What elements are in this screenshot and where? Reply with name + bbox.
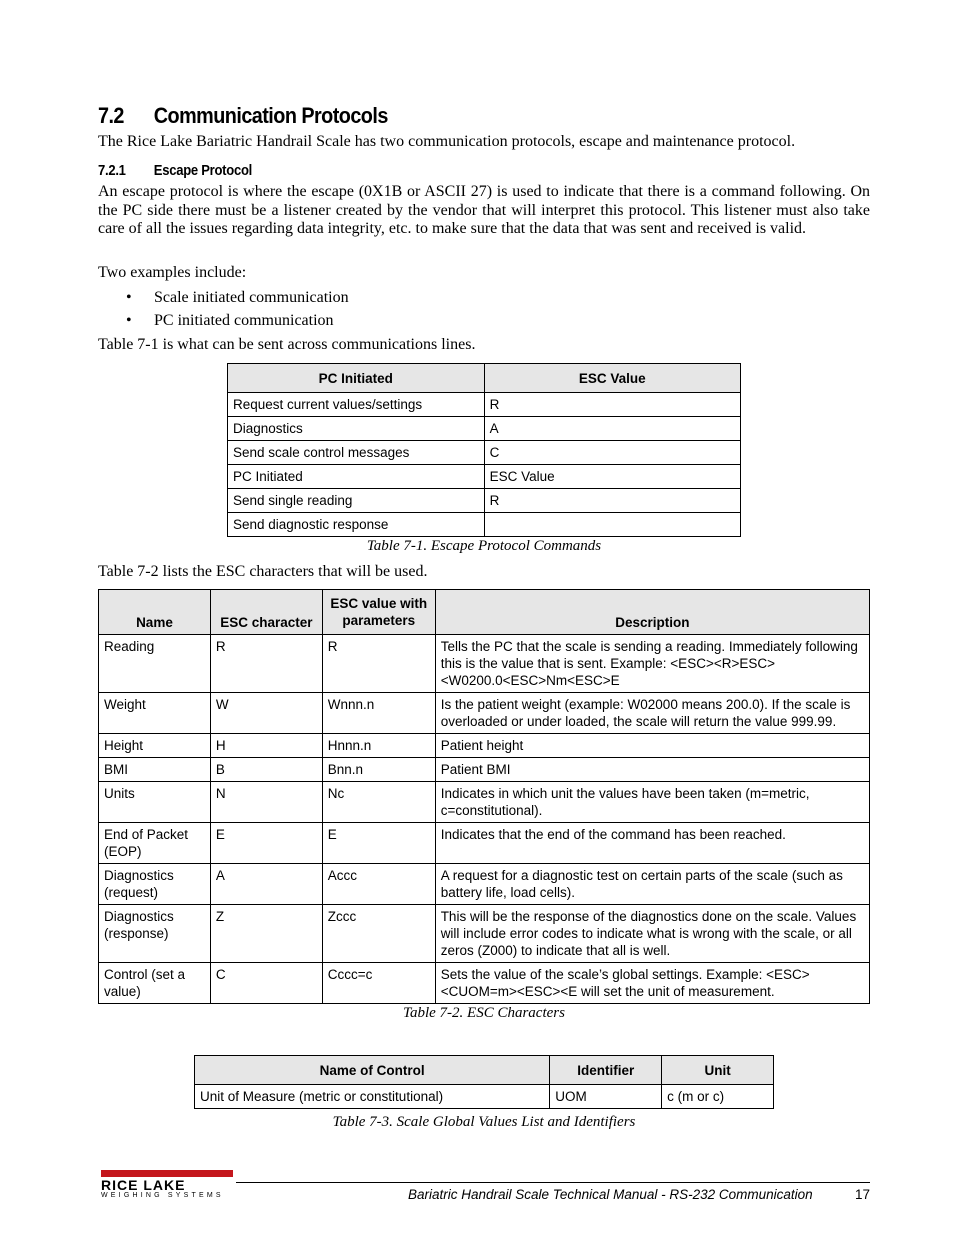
global-values-table bbox=[194, 1055, 774, 1109]
table-cell: Height bbox=[99, 734, 211, 758]
table-cell: Diagnostics (response) bbox=[99, 905, 211, 963]
column-header: ESC Value bbox=[484, 364, 740, 393]
section-number: 7.2 bbox=[98, 103, 124, 128]
table-cell: Units bbox=[99, 782, 211, 823]
table-cell: Weight bbox=[99, 693, 211, 734]
table-header-row bbox=[195, 1056, 774, 1085]
examples-intro: Two examples include: bbox=[98, 264, 247, 281]
table-row bbox=[228, 393, 741, 417]
subsection-title: Escape Protocol bbox=[153, 163, 253, 179]
table-cell: R bbox=[322, 635, 435, 693]
footer-rule bbox=[236, 1182, 870, 1183]
table-cell: Indicates in which unit the values have been taken (m=metric, c=constitutional). bbox=[435, 782, 869, 823]
table-cell: PC Initiated bbox=[228, 465, 485, 489]
escape-protocol-commands-table bbox=[227, 363, 741, 537]
table-cell: Sets the value of the scale’s global settings. Example: <ESC><CUOM=m><ESC><E will set the unit of measurement. bbox=[435, 963, 869, 1004]
table-cell: Bnn.n bbox=[322, 758, 435, 782]
table-cell: B bbox=[210, 758, 322, 782]
table-row bbox=[99, 734, 870, 758]
table-cell: ESC Value bbox=[484, 465, 740, 489]
esc-characters-table bbox=[98, 589, 870, 1004]
table-cell: R bbox=[484, 393, 740, 417]
table-cell: Control (set a value) bbox=[99, 963, 211, 1004]
column-header: Unit bbox=[662, 1056, 774, 1085]
table-row bbox=[99, 963, 870, 1004]
escape-protocol-paragraph: An escape protocol is where the escape (0X1B or ASCII 27) is used to indicate that there is a command following. On the PC side there must be a listener created by the vendor that will interpret this protocol. This listener must also take care of all the issues regarding data integrity, etc. to make sure that the data that was sent and received is valid. bbox=[98, 183, 870, 237]
table-cell bbox=[484, 513, 740, 537]
table-row bbox=[99, 864, 870, 905]
table-cell: Patient BMI bbox=[435, 758, 869, 782]
table-cell: N bbox=[210, 782, 322, 823]
table-cell: End of Packet (EOP) bbox=[99, 823, 211, 864]
table-cell: Is the patient weight (example: W02000 means 200.0). If the scale is overloaded or under loaded, the scale will return the value 999.99. bbox=[435, 693, 869, 734]
table-cell: Send scale control messages bbox=[228, 441, 485, 465]
table-cell: Send single reading bbox=[228, 489, 485, 513]
bullet-item bbox=[126, 289, 349, 307]
subsection-heading bbox=[98, 163, 252, 179]
table-row bbox=[228, 441, 741, 465]
table-cell: Diagnostics bbox=[228, 417, 485, 441]
logo-bar bbox=[101, 1170, 233, 1177]
table-row bbox=[99, 782, 870, 823]
table-cell: Z bbox=[210, 905, 322, 963]
intro-paragraph: The Rice Lake Bariatric Handrail Scale has two communication protocols, escape and maintenance protocol. bbox=[98, 133, 796, 150]
table-row bbox=[99, 905, 870, 963]
table-cell: Cccc=c bbox=[322, 963, 435, 1004]
table-cell: Hnnn.n bbox=[322, 734, 435, 758]
table-cell: Zccc bbox=[322, 905, 435, 963]
table-cell: BMI bbox=[99, 758, 211, 782]
table1-caption: Table 7-1. Escape Protocol Commands bbox=[366, 538, 602, 554]
bullet-item bbox=[126, 312, 334, 330]
table-cell: W bbox=[210, 693, 322, 734]
column-header: Identifier bbox=[550, 1056, 662, 1085]
column-header: ESC value with parameters bbox=[322, 590, 435, 635]
subsection-number: 7.2.1 bbox=[98, 163, 126, 179]
table-row bbox=[99, 693, 870, 734]
table-cell: c (m or c) bbox=[662, 1085, 774, 1109]
table-cell: R bbox=[210, 635, 322, 693]
table-cell: A request for a diagnostic test on certain parts of the scale (such as battery life, load cells). bbox=[435, 864, 869, 905]
table-row bbox=[99, 823, 870, 864]
table1-intro: Table 7-1 is what can be sent across communications lines. bbox=[98, 336, 476, 353]
table-cell: Request current values/settings bbox=[228, 393, 485, 417]
table-cell: UOM bbox=[550, 1085, 662, 1109]
table-cell: H bbox=[210, 734, 322, 758]
table-cell: R bbox=[484, 489, 740, 513]
table-cell: Tells the PC that the scale is sending a reading. Immediately following this is the value that is sent. Example: <ESC><R>ESC><W0200.0<ESC>Nm<ESC>E bbox=[435, 635, 869, 693]
table-cell: Patient height bbox=[435, 734, 869, 758]
table-cell: A bbox=[210, 864, 322, 905]
logo-subtitle: WEIGHING SYSTEMS bbox=[101, 1192, 224, 1199]
column-header: Name bbox=[99, 590, 211, 635]
bullet-glyph: • bbox=[126, 312, 132, 329]
bullet-text: Scale initiated communication bbox=[154, 289, 349, 306]
table-row bbox=[99, 635, 870, 693]
table-row bbox=[99, 758, 870, 782]
table-cell: Send diagnostic response bbox=[228, 513, 485, 537]
bullet-glyph: • bbox=[126, 289, 132, 306]
section-heading bbox=[98, 103, 388, 129]
table-row bbox=[228, 489, 741, 513]
bullet-text: PC initiated communication bbox=[154, 312, 334, 329]
section-title: Communication Protocols bbox=[153, 103, 388, 128]
table2-caption: Table 7-2. ESC Characters bbox=[403, 1005, 565, 1021]
table-cell: C bbox=[484, 441, 740, 465]
table-cell: C bbox=[210, 963, 322, 1004]
table-row bbox=[228, 465, 741, 489]
table-cell: Unit of Measure (metric or constitutional) bbox=[195, 1085, 550, 1109]
table-cell: Accc bbox=[322, 864, 435, 905]
column-header: Description bbox=[435, 590, 869, 635]
logo-name: RICE LAKE bbox=[101, 1177, 186, 1193]
table-header-row bbox=[228, 364, 741, 393]
column-header: ESC character bbox=[210, 590, 322, 635]
table-header-row bbox=[99, 590, 870, 635]
table-cell: Wnnn.n bbox=[322, 693, 435, 734]
table-cell: E bbox=[210, 823, 322, 864]
table-cell: A bbox=[484, 417, 740, 441]
rice-lake-logo bbox=[101, 1170, 233, 1200]
table-cell: Reading bbox=[99, 635, 211, 693]
column-header: Name of Control bbox=[195, 1056, 550, 1085]
table3-caption: Table 7-3. Scale Global Values List and Identifiers bbox=[332, 1114, 636, 1130]
column-header: PC Initiated bbox=[228, 364, 485, 393]
table2-intro: Table 7-2 lists the ESC characters that will be used. bbox=[98, 563, 428, 580]
table-row bbox=[228, 417, 741, 441]
table-cell: Nc bbox=[322, 782, 435, 823]
table-row bbox=[228, 513, 741, 537]
page-number: 17 bbox=[855, 1187, 871, 1202]
table-cell: Indicates that the end of the command has been reached. bbox=[435, 823, 869, 864]
table-cell: This will be the response of the diagnostics done on the scale. Values will include error codes to indicate what is wrong with the scale, or all zeros (Z000) to indicate that all is well. bbox=[435, 905, 869, 963]
table-cell: E bbox=[322, 823, 435, 864]
table-cell: Diagnostics (request) bbox=[99, 864, 211, 905]
footer-title: Bariatric Handrail Scale Technical Manual - RS-232 Communication bbox=[408, 1187, 813, 1202]
table-row bbox=[195, 1085, 774, 1109]
